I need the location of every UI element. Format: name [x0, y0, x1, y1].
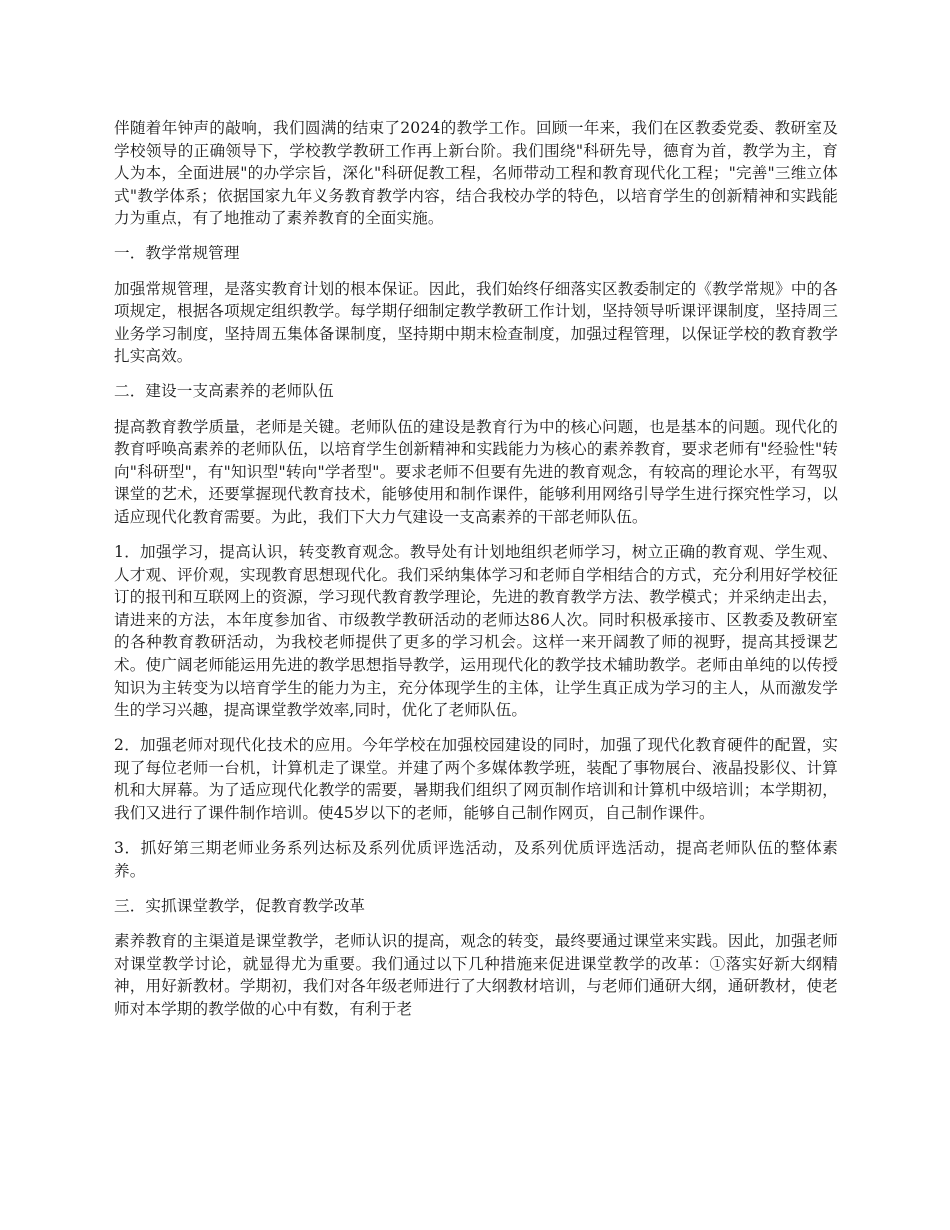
section-2-paragraph-3: 2．加强老师对现代化技术的应用。今年学校在加强校园建设的同时，加强了现代化教育硬件的配置，实现了每位老师一台机，计算机走了课堂。并建了两个多媒体教学班，装配了事物展台、液晶投影仪、计算机和大屏幕。为了适应现代化教学的需要，暑期我们组织了网页制作培训和计算机中级培训；本学期初，我们又进行了课件制作培训。使45岁以下的老师，能够自己制作网页，自己制作课件。	[114, 736, 838, 823]
section-1-paragraph-1: 加强常规管理，是落实教育计划的根本保证。因此，我们始终仔细落实区教委制定的《教学常规》中的各项规定，根据各项规定组织教学。每学期仔细制定教学教研工作计划，坚持领导听课评课制度，坚持周三业务学习制度，坚持周五集体备课制度，坚持期中期末检查制度，加强过程管理，以保证学校的教育教学扎实高效。	[114, 279, 838, 366]
section-heading-2: 二．建设一支高素养的老师队伍	[114, 382, 334, 401]
section-2-paragraph-2: 1．加强学习，提高认识，转变教育观念。教导处有计划地组织老师学习，树立正确的教育观、学生观、人才观、评价观，实现教育思想现代化。我们采纳集体学习和老师自学相结合的方式，充分利用好学校征订的报刊和互联网上的资源，学习现代教育教学理论，先进的教育教学方法、教学模式；并采纳走出去，请进来的方法，本年度参加省、市级教学教研活动的老师达86人次。同时积极承接市、区教委及教研室的各种教育教研活动，为我校老师提供了更多的学习机会。这样一来开阔教了师的视野，提高其授课艺术。使广阔老师能运用先进的教学思想指导教学，运用现代化的教学技术辅助教学。老师由单纯的以传授知识为主转变为以培育学生的能力为主，充分体现学生的主体，让学生真正成为学习的主人，从而激发学生的学习兴趣，提高课堂教学效率,同时，优化了老师队伍。	[114, 543, 838, 720]
document-body	[114, 117, 838, 1033]
section-heading-3: 三．实抓课堂教学，促教育教学改革	[114, 896, 366, 915]
section-2-paragraph-4: 3．抓好第三期老师业务系列达标及系列优质评选活动，及系列优质评选活动，提高老师队伍的整体素养。	[114, 839, 838, 880]
intro-paragraph: 伴随着年钟声的敲响，我们圆满的结束了2024的教学工作。回顾一年来，我们在区教委党委、教研室及学校领导的正确领导下，学校教学教研工作再上新台阶。我们围绕"科研先导，德育为首，教学为主，育人为本，全面进展"的办学宗旨，深化"科研促教工程，名师带动工程和教育现代化工程；"完善"三维立体式"教学体系；依据国家九年义务教育教学内容，结合我校办学的特色，以培育学生的创新精神和实践能力为重点，有了地推动了素养教育的全面实施。	[114, 119, 838, 228]
section-3-paragraph-1: 素养教育的主渠道是课堂教学，老师认识的提高，观念的转变，最终要通过课堂来实践。因此，加强老师对课堂教学讨论，就显得尤为重要。我们通过以下几种措施来促进课堂教学的改革：①落实好新大纲精神，用好新教材。学期初，我们对各年级老师进行了大纲教材培训，与老师们通研大纲，通研教材，使老师对本学期的教学做的心中有数，有利于老	[114, 931, 838, 1018]
section-heading-1: 一．教学常规管理	[114, 244, 240, 263]
section-2-paragraph-1: 提高教育教学质量，老师是关键。老师队伍的建设是教育行为中的核心问题，也是基本的问题。现代化的教育呼唤高素养的老师队伍，以培育学生创新精神和实践能力为核心的素养教育，要求老师有"经验性"转向"科研型"，有"知识型"转向"学者型"。要求老师不但要有先进的教育观念，有较高的理论水平，有驾驭课堂的艺术，还要掌握现代教育技术，能够使用和制作课件，能够利用网络引导学生进行探究性学习，以适应现代化教育需要。为此，我们下大力气建设一支高素养的干部老师队伍。	[114, 417, 838, 526]
